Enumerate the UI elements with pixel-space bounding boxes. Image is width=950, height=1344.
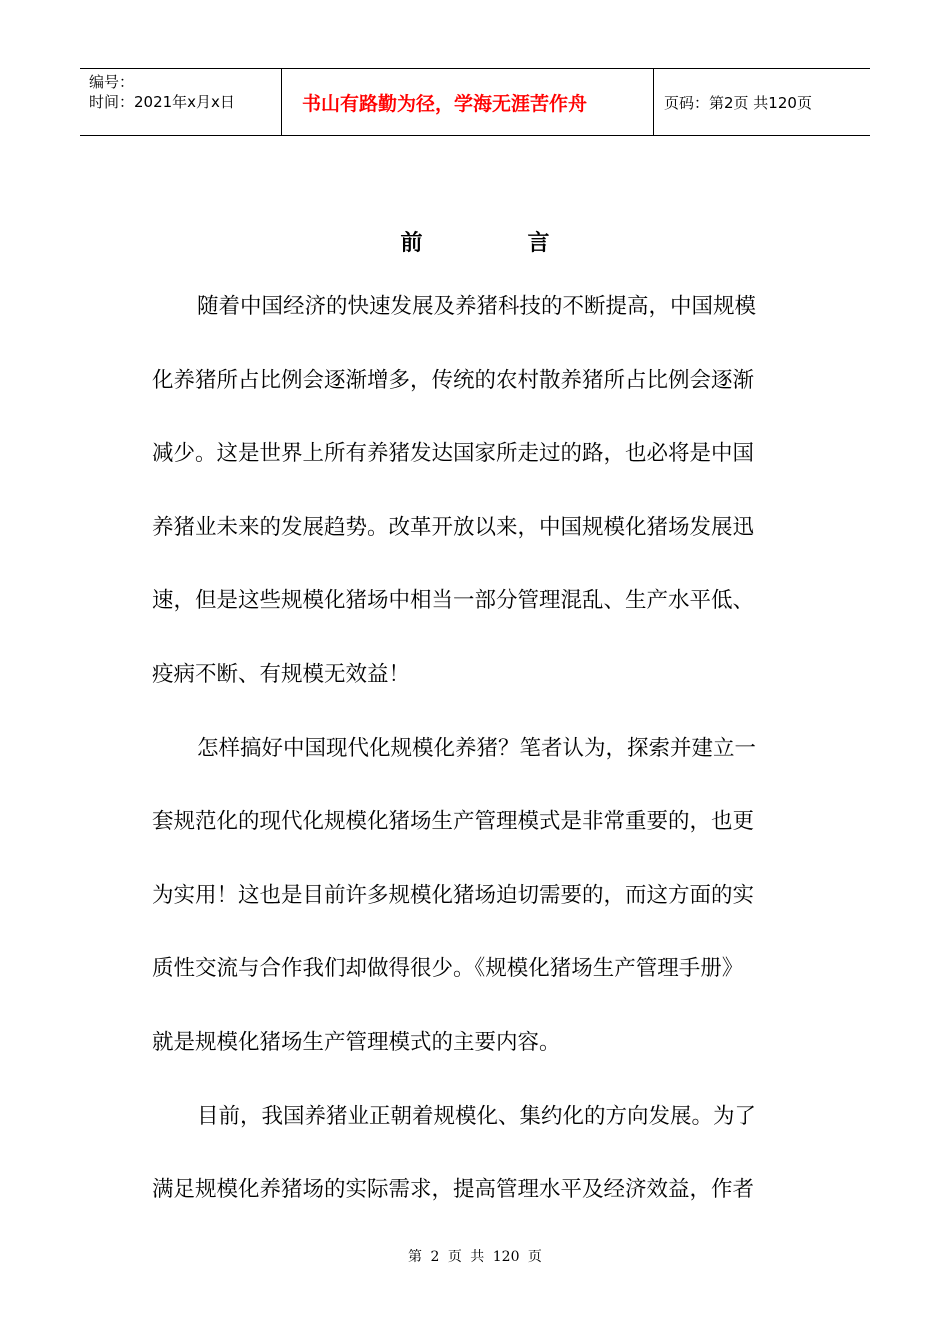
motto-text: 书山有路勤为径，学海无涯苦作舟 xyxy=(302,92,588,115)
text-line: 减少。这是世界上所有养猪发达国家所走过的路，也必将是中国 xyxy=(152,441,755,467)
text-line: 疫病不断、有规模无效益！ xyxy=(152,661,411,687)
page-title xyxy=(0,226,950,257)
text-line: 套规范化的现代化规模化猪场生产管理模式是非常重要的，也更 xyxy=(152,809,755,835)
header-meta-cell xyxy=(80,69,282,135)
title-part-2: 言 xyxy=(527,230,550,256)
page-footer xyxy=(0,1246,950,1266)
paragraph xyxy=(152,712,782,1080)
number-label: 编号： xyxy=(89,73,135,91)
text-line: 就是规模化猪场生产管理模式的主要内容。 xyxy=(152,1029,561,1055)
header-motto-cell xyxy=(282,69,654,135)
page-info: 页码：第2页 共120页 xyxy=(664,93,812,112)
text-line: 养猪业未来的发展趋势。改革开放以来，中国规模化猪场发展迅 xyxy=(152,514,755,540)
document-body xyxy=(152,270,782,1227)
date-label: 时间：2021年x月x日 xyxy=(89,93,235,111)
text-line: 化养猪所占比例会逐渐增多，传统的农村散养猪所占比例会逐渐 xyxy=(152,367,755,393)
text-line: 随着中国经济的快速发展及养猪科技的不断提高，中国规模 xyxy=(197,294,757,319)
footer-page-number: 第 2 页 共 120 页 xyxy=(408,1249,542,1265)
paragraph xyxy=(152,1080,782,1227)
text-line: 怎样搞好中国现代化规模化养猪？笔者认为，探索并建立一 xyxy=(197,735,757,761)
paragraph xyxy=(152,270,782,712)
text-line: 质性交流与合作我们却做得很少。《规模化猪场生产管理手册》 xyxy=(152,956,744,982)
text-line: 速，但是这些规模化猪场中相当一部分管理混乱、生产水平低、 xyxy=(152,588,755,614)
header-page-cell xyxy=(654,69,870,135)
text-line: 为实用！这也是目前许多规模化猪场迫切需要的，而这方面的实 xyxy=(152,882,755,908)
document-header xyxy=(80,68,870,136)
text-line: 满足规模化养猪场的实际需求，提高管理水平及经济效益，作者 xyxy=(152,1177,755,1203)
title-part-1: 前 xyxy=(400,230,423,256)
text-line: 目前，我国养猪业正朝着规模化、集约化的方向发展。为了 xyxy=(197,1103,757,1129)
